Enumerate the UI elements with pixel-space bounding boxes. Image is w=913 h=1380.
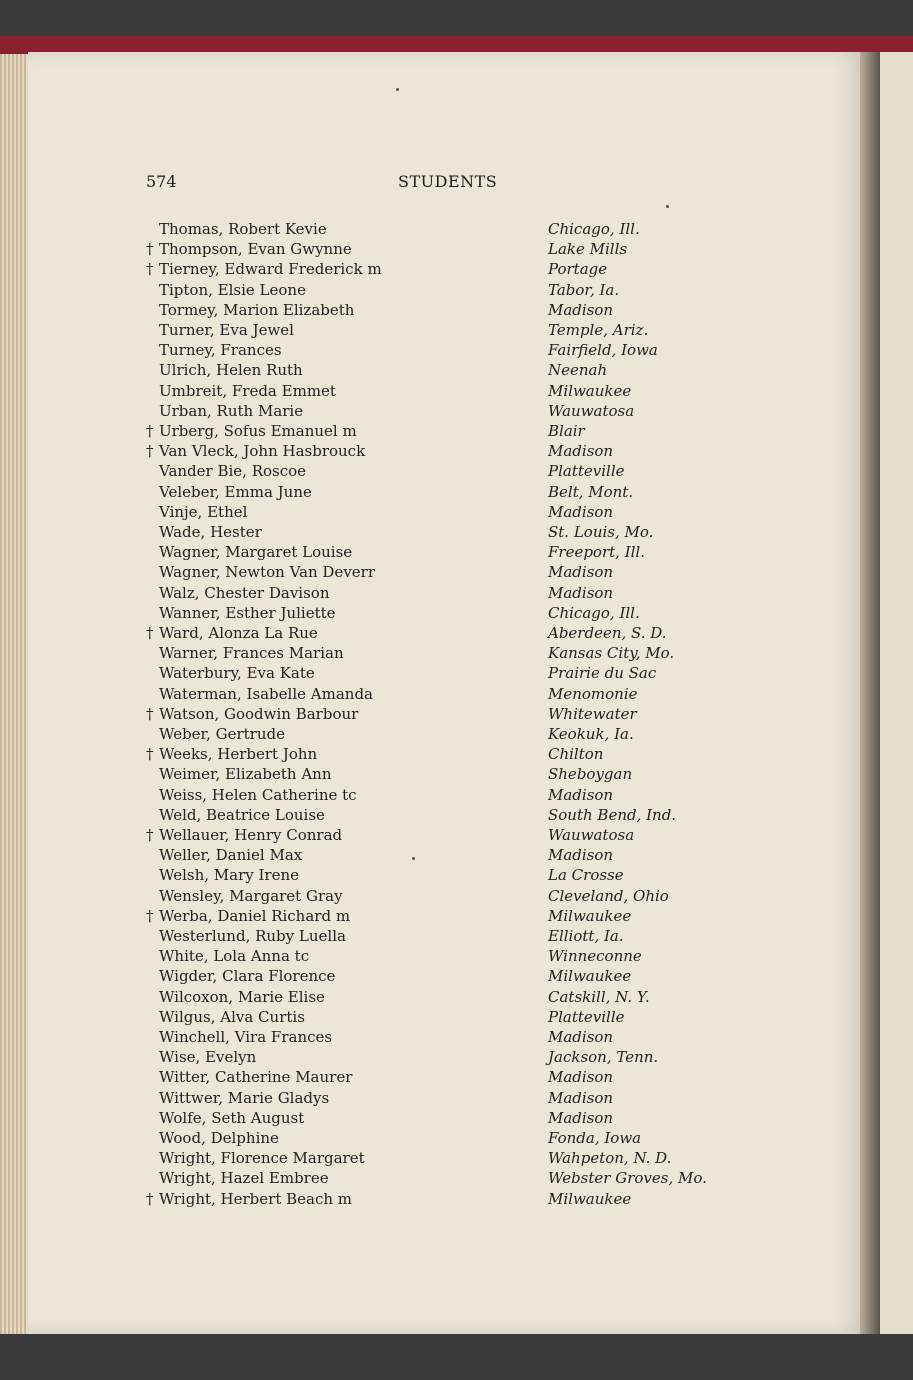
student-name — [146, 402, 303, 420]
student-entry — [0, 422, 913, 442]
student-name — [146, 685, 373, 703]
student-hometown: Webster Groves, Mo. — [548, 1169, 707, 1188]
student-name-text: Turner, Eva Jewel — [159, 321, 294, 339]
student-name — [146, 341, 282, 359]
dagger-mark: † — [146, 260, 154, 279]
student-name-text: Van Vleck, John Hasbrouck — [159, 442, 366, 461]
student-entry — [0, 705, 913, 725]
student-name-text: Werba, Daniel Richard m — [159, 906, 351, 925]
student-name — [146, 644, 344, 662]
student-name-text: Tormey, Marion Elizabeth — [159, 300, 355, 319]
student-name — [146, 503, 247, 521]
student-name-text: Ward, Alonza La Rue — [159, 624, 318, 642]
student-hometown: Whitewater — [548, 704, 637, 723]
student-hometown: Madison — [548, 300, 614, 319]
paper-speck — [396, 88, 399, 91]
student-name — [146, 584, 329, 602]
page-header — [0, 172, 913, 196]
student-entry — [0, 442, 913, 462]
student-hometown: Blair — [548, 422, 585, 440]
student-name — [146, 1028, 332, 1046]
student-name — [146, 1149, 365, 1167]
student-entry — [0, 927, 913, 947]
student-entry — [0, 1129, 913, 1149]
dagger-mark: † — [146, 442, 154, 461]
student-name — [146, 765, 332, 783]
student-entry — [0, 321, 913, 341]
student-name-text: Weller, Daniel Max — [159, 846, 303, 865]
student-entry — [0, 402, 913, 422]
student-entry — [0, 483, 913, 503]
student-entry — [0, 584, 913, 604]
student-name — [146, 866, 299, 884]
student-entry — [0, 1109, 913, 1129]
student-name-text: Thomas, Robert Kevie — [159, 220, 327, 238]
student-entry — [0, 1169, 913, 1189]
student-name-text: Wolfe, Seth August — [159, 1108, 305, 1127]
student-hometown: Keokuk, Ia. — [548, 725, 634, 743]
student-hometown: Wauwatosa — [548, 401, 635, 420]
student-name — [146, 624, 318, 642]
student-name-text: Watson, Goodwin Barbour — [159, 704, 359, 723]
student-name — [146, 462, 306, 480]
dagger-mark: † — [146, 826, 154, 844]
student-entry — [0, 745, 913, 765]
student-entry — [0, 685, 913, 705]
dagger-mark: † — [146, 422, 154, 440]
student-name-text: Wright, Hazel Embree — [159, 1169, 329, 1188]
student-name-text: Wood, Delphine — [159, 1129, 279, 1147]
student-entry — [0, 220, 913, 240]
student-hometown: Belt, Mont. — [548, 482, 634, 501]
student-name — [146, 1169, 329, 1187]
student-hometown: Fairfield, Iowa — [548, 341, 658, 360]
dagger-mark: † — [146, 745, 154, 764]
student-name — [146, 947, 309, 965]
student-name — [146, 846, 302, 864]
student-hometown: Madison — [548, 1088, 614, 1107]
student-name-text: Urban, Ruth Marie — [159, 401, 304, 420]
student-hometown: Chicago, Ill. — [548, 603, 640, 622]
student-name — [146, 361, 303, 379]
student-hometown: Madison — [548, 1108, 614, 1127]
student-entry — [0, 806, 913, 826]
student-hometown: Freeport, Ill. — [548, 543, 645, 562]
student-name-text: Weld, Beatrice Louise — [159, 805, 325, 824]
student-name — [146, 786, 357, 804]
student-name — [146, 301, 354, 319]
dagger-mark: † — [146, 624, 154, 642]
dagger-mark: † — [146, 240, 154, 259]
student-entry — [0, 341, 913, 361]
student-entry — [0, 301, 913, 321]
student-name — [146, 1089, 329, 1107]
student-name-text: Vinje, Ethel — [159, 502, 248, 521]
student-name-text: Wellauer, Henry Conrad — [159, 826, 343, 844]
student-name-text: Tierney, Edward Frederick m — [159, 260, 382, 279]
running-title: STUDENTS — [398, 172, 498, 191]
student-entry — [0, 1190, 913, 1210]
student-entry — [0, 281, 913, 301]
student-hometown: Chilton — [548, 745, 604, 764]
student-entry — [0, 725, 913, 745]
student-hometown: Madison — [548, 1028, 614, 1046]
student-name-text: Tipton, Elsie Leone — [159, 280, 306, 299]
student-hometown: Platteville — [548, 462, 625, 481]
student-name-text: Wilgus, Alva Curtis — [159, 1007, 305, 1026]
student-hometown: Madison — [548, 1068, 614, 1087]
student-name-text: Turney, Frances — [159, 341, 282, 360]
student-hometown: Madison — [548, 583, 614, 602]
student-entry — [0, 1068, 913, 1088]
student-name-text: Vander Bie, Roscoe — [159, 462, 307, 481]
student-hometown: Cleveland, Ohio — [548, 886, 669, 905]
student-name — [146, 604, 336, 622]
student-name — [146, 806, 325, 824]
student-hometown: Portage — [548, 260, 608, 279]
student-hometown: Milwaukee — [548, 381, 632, 400]
student-hometown: Milwaukee — [548, 906, 632, 925]
student-hometown: Madison — [548, 846, 614, 865]
student-entry — [0, 503, 913, 523]
student-name-text: Veleber, Emma June — [159, 482, 312, 501]
student-hometown: Kansas City, Mo. — [548, 644, 675, 663]
student-hometown: La Crosse — [548, 866, 624, 885]
student-name-text: Wilcoxon, Marie Elise — [159, 987, 325, 1006]
student-name — [146, 260, 382, 278]
student-name — [146, 281, 306, 299]
student-name — [146, 1190, 352, 1208]
student-name-text: Wanner, Esther Juliette — [159, 603, 336, 622]
dagger-mark: † — [146, 1189, 154, 1208]
student-name — [146, 927, 346, 945]
student-hometown: Milwaukee — [548, 1189, 632, 1208]
student-hometown: Prairie du Sac — [548, 664, 657, 683]
student-name — [146, 1048, 256, 1066]
student-name-text: Weimer, Elizabeth Ann — [159, 765, 332, 784]
student-name-text: Weiss, Helen Catherine tc — [159, 785, 357, 804]
student-entry — [0, 1028, 913, 1048]
student-name-text: Weeks, Herbert John — [159, 745, 318, 764]
student-entry — [0, 240, 913, 260]
student-name-text: Waterman, Isabelle Amanda — [159, 684, 373, 703]
student-name — [146, 382, 336, 400]
student-entry — [0, 1008, 913, 1028]
student-name — [146, 967, 335, 985]
student-name — [146, 422, 357, 440]
student-name-text: Westerlund, Ruby Luella — [159, 927, 346, 945]
student-name-text: Ulrich, Helen Ruth — [159, 361, 303, 380]
student-name-text: Winchell, Vira Frances — [159, 1028, 333, 1046]
student-hometown: Winneconne — [548, 947, 642, 966]
student-name — [146, 745, 317, 763]
student-hometown: South Bend, Ind. — [548, 805, 677, 824]
student-name-text: White, Lola Anna tc — [159, 947, 310, 966]
student-hometown: Tabor, Ia. — [548, 280, 620, 299]
student-entry — [0, 826, 913, 846]
student-name-text: Thompson, Evan Gwynne — [159, 240, 352, 259]
student-hometown: Temple, Ariz. — [548, 321, 649, 339]
student-entry — [0, 947, 913, 967]
student-entry — [0, 260, 913, 280]
student-entry — [0, 644, 913, 664]
student-hometown: Catskill, N. Y. — [548, 987, 650, 1006]
student-name-text: Witter, Catherine Maurer — [159, 1068, 353, 1087]
student-hometown: Wahpeton, N. D. — [548, 1149, 672, 1168]
student-name-text: Waterbury, Eva Kate — [159, 664, 315, 683]
student-name-text: Warner, Frances Marian — [159, 644, 344, 663]
student-entry — [0, 765, 913, 785]
student-hometown: Fonda, Iowa — [548, 1129, 642, 1147]
student-name — [146, 1008, 305, 1026]
student-name-text: Wagner, Newton Van Deverr — [159, 563, 376, 582]
student-entry — [0, 624, 913, 644]
student-entry — [0, 907, 913, 927]
student-hometown: Madison — [548, 502, 614, 521]
student-hometown: Neenah — [548, 361, 608, 380]
student-hometown: St. Louis, Mo. — [548, 523, 654, 541]
student-name — [146, 1129, 279, 1147]
student-entry — [0, 1048, 913, 1068]
student-name-text: Wensley, Margaret Gray — [159, 886, 343, 905]
student-name — [146, 826, 342, 844]
student-name — [146, 321, 294, 339]
student-hometown: Lake Mills — [548, 240, 628, 259]
student-entry — [0, 462, 913, 482]
student-hometown: Chicago, Ill. — [548, 220, 640, 238]
student-name-text: Wade, Hester — [159, 523, 262, 541]
student-name — [146, 220, 327, 238]
student-hometown: Wauwatosa — [548, 826, 635, 844]
student-hometown: Milwaukee — [548, 967, 632, 986]
student-name-text: Wise, Evelyn — [159, 1048, 257, 1067]
student-name-text: Wright, Florence Margaret — [159, 1149, 365, 1168]
student-entry — [0, 866, 913, 886]
student-name-text: Walz, Chester Davison — [159, 583, 330, 602]
student-hometown: Madison — [548, 785, 614, 804]
paper-speck — [412, 857, 415, 860]
student-entry — [0, 1089, 913, 1109]
student-name — [146, 725, 285, 743]
student-name — [146, 240, 352, 258]
student-entry — [0, 563, 913, 583]
student-name-text: Weber, Gertrude — [159, 725, 285, 743]
student-name — [146, 988, 325, 1006]
student-name — [146, 543, 352, 561]
student-entry — [0, 604, 913, 624]
student-name-text: Wigder, Clara Florence — [159, 967, 336, 986]
student-entry — [0, 382, 913, 402]
student-name — [146, 523, 262, 541]
student-hometown: Madison — [548, 563, 614, 582]
student-entry — [0, 967, 913, 987]
student-name — [146, 887, 343, 905]
student-hometown: Sheboygan — [548, 765, 633, 784]
student-name — [146, 442, 365, 460]
student-entry — [0, 1149, 913, 1169]
student-hometown: Aberdeen, S. D. — [548, 624, 667, 642]
student-name — [146, 705, 358, 723]
student-entry — [0, 846, 913, 866]
dagger-mark: † — [146, 704, 154, 723]
dagger-mark: † — [146, 906, 154, 925]
student-entry — [0, 361, 913, 381]
student-hometown: Platteville — [548, 1007, 625, 1026]
paper-speck — [666, 205, 669, 208]
student-name-text: Welsh, Mary Irene — [159, 866, 299, 885]
student-name-text: Urberg, Sofus Emanuel m — [159, 422, 357, 440]
student-name — [146, 907, 350, 925]
student-entry — [0, 664, 913, 684]
student-hometown: Madison — [548, 442, 614, 461]
student-name-text: Umbreit, Freda Emmet — [159, 381, 336, 400]
student-entry — [0, 988, 913, 1008]
student-name — [146, 563, 375, 581]
student-hometown: Menomonie — [548, 684, 638, 703]
student-hometown: Elliott, Ia. — [548, 927, 624, 945]
student-name — [146, 1068, 352, 1086]
student-name — [146, 483, 312, 501]
page-number: 574 — [146, 172, 177, 191]
student-entry — [0, 523, 913, 543]
student-hometown: Jackson, Tenn. — [548, 1048, 659, 1067]
student-name — [146, 1109, 304, 1127]
student-name — [146, 664, 315, 682]
student-name-text: Wagner, Margaret Louise — [159, 543, 353, 562]
student-entry — [0, 786, 913, 806]
student-name-text: Wright, Herbert Beach m — [159, 1189, 353, 1208]
student-name-text: Wittwer, Marie Gladys — [159, 1088, 330, 1107]
student-entry — [0, 543, 913, 563]
student-entry — [0, 887, 913, 907]
